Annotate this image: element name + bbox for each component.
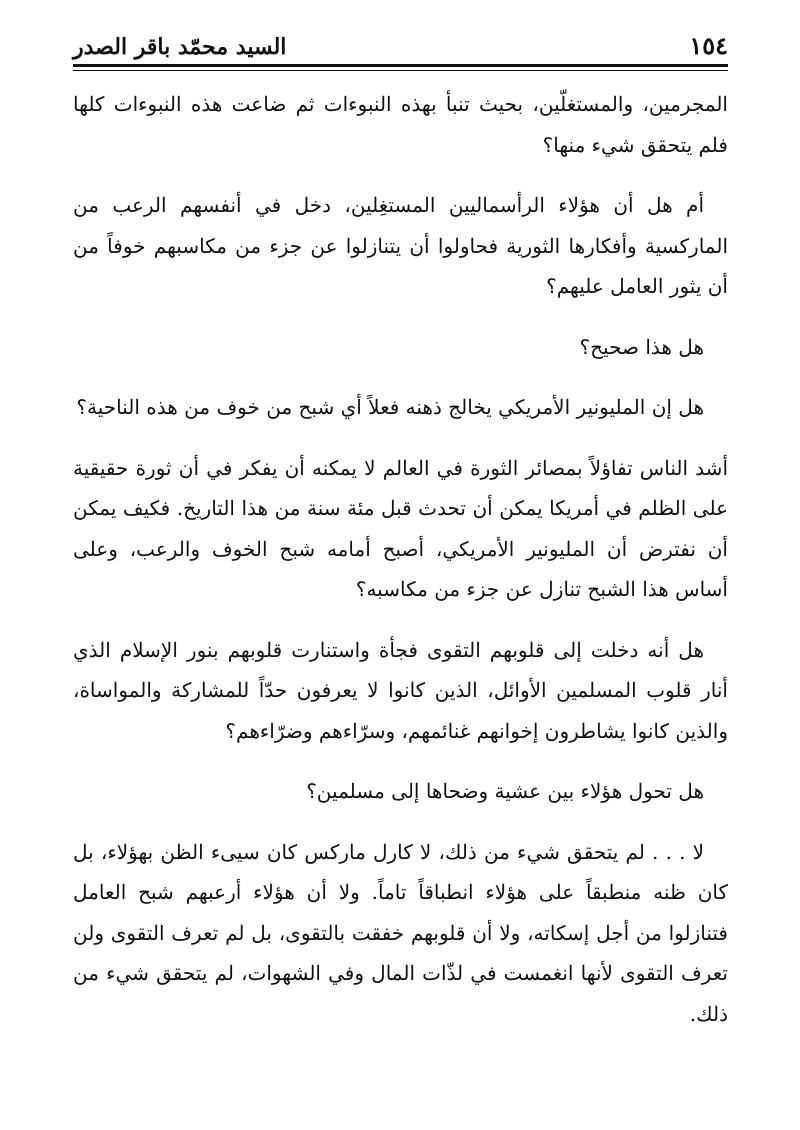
book-title: السيد محمّد باقر الصدر xyxy=(73,34,287,60)
page-number: ١٥٤ xyxy=(689,31,728,60)
running-header xyxy=(73,26,728,60)
paragraph-4: هل إن المليونير الأمريكي يخالج ذهنه فعلاً أي شبح من خوف من هذه الناحية؟ xyxy=(76,395,704,419)
paragraph-8: لا . . . لم يتحقق شيء من ذلك، لا كارل ماركس كان سيىء الظن بهؤلاء، بل كان ظنه منطبقاً على هؤلاء انطباقاً تاماً. ولا أن هؤلاء أرعبهم شبح العامل فتنازلوا من أجل إسكاته، ولا أن قلوبهم خفقت بالتقوى، بل لم تعرف التقوى ولن تعرف التقوى لأنها انغمست في لذّات المال وفي الشهوات، لم يتحقق شيء من ذلك. xyxy=(73,839,728,1026)
paragraph-3: هل هذا صحيح؟ xyxy=(579,334,704,359)
paragraph-5: أشد الناس تفاؤلاً بمصائر الثورة في العالم لا يمكنه أن يفكر في أن ثورة حقيقية على الظلم في أمريكا يمكن أن تحدث قبل مئة سنة من هذا التاريخ. فكيف يمكن أن نفترض أن المليونير الأمريكي، أصبح أمامه شبح الخوف والرعب، وعلى أساس هذا الشبح تنازل عن جزء من مكاسبه؟ xyxy=(73,455,728,601)
paragraph-1: المجرمين، والمستغلّين، بحيث تنبأ بهذه النبوءات ثم ضاعت هذه النبوءات كلها فلم يتحقق شيء منها؟ xyxy=(73,92,728,157)
header-rule-thin xyxy=(73,70,728,71)
paragraph-7: هل تحول هؤلاء بين عشية وضحاها إلى مسلمين؟ xyxy=(306,779,704,803)
body-text xyxy=(73,84,728,1054)
paragraph-6: هل أنه دخلت إلى قلوبهم التقوى فجأة واستنارت قلوبهم بنور الإسلام الذي أنار قلوب المسلمين الأوائل، الذين كانوا لا يعرفون حدّاً للمشاركة والمواساة، والذين كانوا يشاطرون إخوانهم غنائمهم، وسرّاءهم وضرّاءهم؟ xyxy=(73,637,728,743)
paragraph-2: أم هل أن هؤلاء الرأسماليين المستغِلين، دخل في أنفسهم الرعب من الماركسية وأفكارها الثورية فحاولوا أن يتنازلوا عن جزء من مكاسبهم خوفاً من أن يثور العامل عليهم؟ xyxy=(73,193,728,298)
header-rule-thick xyxy=(73,64,728,67)
